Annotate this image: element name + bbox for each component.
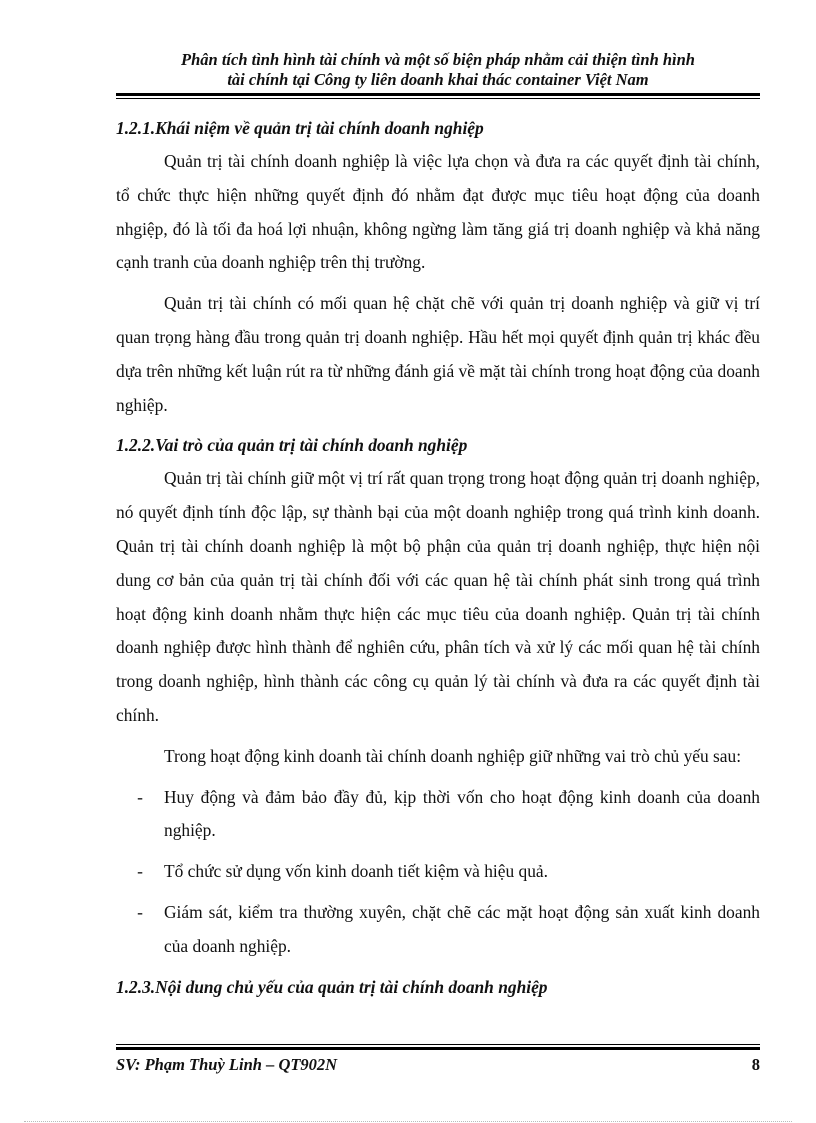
footer-rule-thick — [116, 1047, 760, 1050]
list-item — [116, 781, 760, 849]
header-title-line-2: tài chính tại Công ty liên doanh khai thác container Việt Nam — [227, 70, 649, 89]
document-body — [116, 112, 760, 1004]
page-footer — [116, 1055, 760, 1075]
dash-bullet-icon: - — [137, 786, 143, 807]
dash-bullet-icon: - — [137, 861, 143, 882]
section-heading-1-2-1: 1.2.1.Khái niệm về quản trị tài chính doanh nghiệp — [116, 118, 484, 138]
section-heading-1-2-3: 1.2.3.Nội dung chủ yếu của quản trị tài chính doanh nghiệp — [116, 976, 548, 997]
paragraph: Quản trị tài chính có mối quan hệ chặt chẽ với quản trị doanh nghiệp và giữ vị trí quan trọng hàng đầu trong quản trị doanh nghiệp. Hầu hết mọi quyết định quản trị khác đều dựa trên những kết luận rút ra từ những đánh giá về mặt tài chính trong hoạt động của doanh nghiệp. — [116, 293, 760, 415]
dash-bullet-icon: - — [137, 901, 143, 922]
paragraph: Quản trị tài chính doanh nghiệp là việc lựa chọn và đưa ra các quyết định tài chính, tổ chức thực hiện những quyết định đó nhằm đạt được mục tiêu hoạt động của doanh nhgiệp, đó là tối đa hoá lợi nhuận, không ngừng làm tăng giá trị doanh nghiệp và khả năng cạnh tranh của doanh nghiệp trên thị trường. — [116, 151, 760, 273]
list-item-text: Tổ chức sử dụng vốn kinh doanh tiết kiệm và hiệu quả. — [164, 861, 548, 882]
list-item — [116, 896, 760, 964]
list-item — [116, 855, 760, 889]
page-header — [116, 50, 760, 90]
list-item-text: Huy động và đảm bảo đầy đủ, kịp thời vốn cho hoạt động kinh doanh của doanh nghiệp. — [164, 786, 760, 841]
footer-rule-thin — [116, 1044, 760, 1045]
page-edge-divider — [24, 1121, 792, 1122]
header-title-line-1: Phân tích tình hình tài chính và một số biện pháp nhằm cải thiện tình hình — [181, 50, 695, 69]
paragraph: Trong hoạt động kinh doanh tài chính doanh nghiệp giữ những vai trò chủ yếu sau: — [164, 745, 742, 766]
list-item-text: Giám sát, kiểm tra thường xuyên, chặt chẽ các mặt hoạt động sản xuất kinh doanh của doanh nghiệp. — [164, 901, 760, 956]
section-heading-1-2-2: 1.2.2.Vai trò của quản trị tài chính doanh nghiệp — [116, 435, 468, 456]
footer-author: SV: Phạm Thuỳ Linh – QT902N — [116, 1055, 338, 1074]
header-rule-thick — [116, 93, 760, 96]
page-number: 8 — [751, 1055, 760, 1074]
header-rule-thin — [116, 98, 760, 99]
paragraph: Quản trị tài chính giữ một vị trí rất quan trọng trong hoạt động quản trị doanh nghiệp, nó quyết định tính độc lập, sự thành bại của một doanh nghiệp trong quá trình kinh doanh. Quản trị tài chính doanh nghiệp là một bộ phận của quản trị doanh nghiệp, thực hiện nội dung cơ bản của quản trị tài chính đối với các quan hệ tài chính phát sinh trong quá trình hoạt động kinh doanh nhằm thực hiện các mục tiêu của doanh nghiệp. Quản trị tài chính doanh nghiệp được hình thành để nghiên cứu, phân tích và xử lý các mối quan hệ tài chính trong doanh nghiệp, hình thành các công cụ quản lý tài chính và đưa ra các quyết định tài chính. — [116, 468, 760, 725]
